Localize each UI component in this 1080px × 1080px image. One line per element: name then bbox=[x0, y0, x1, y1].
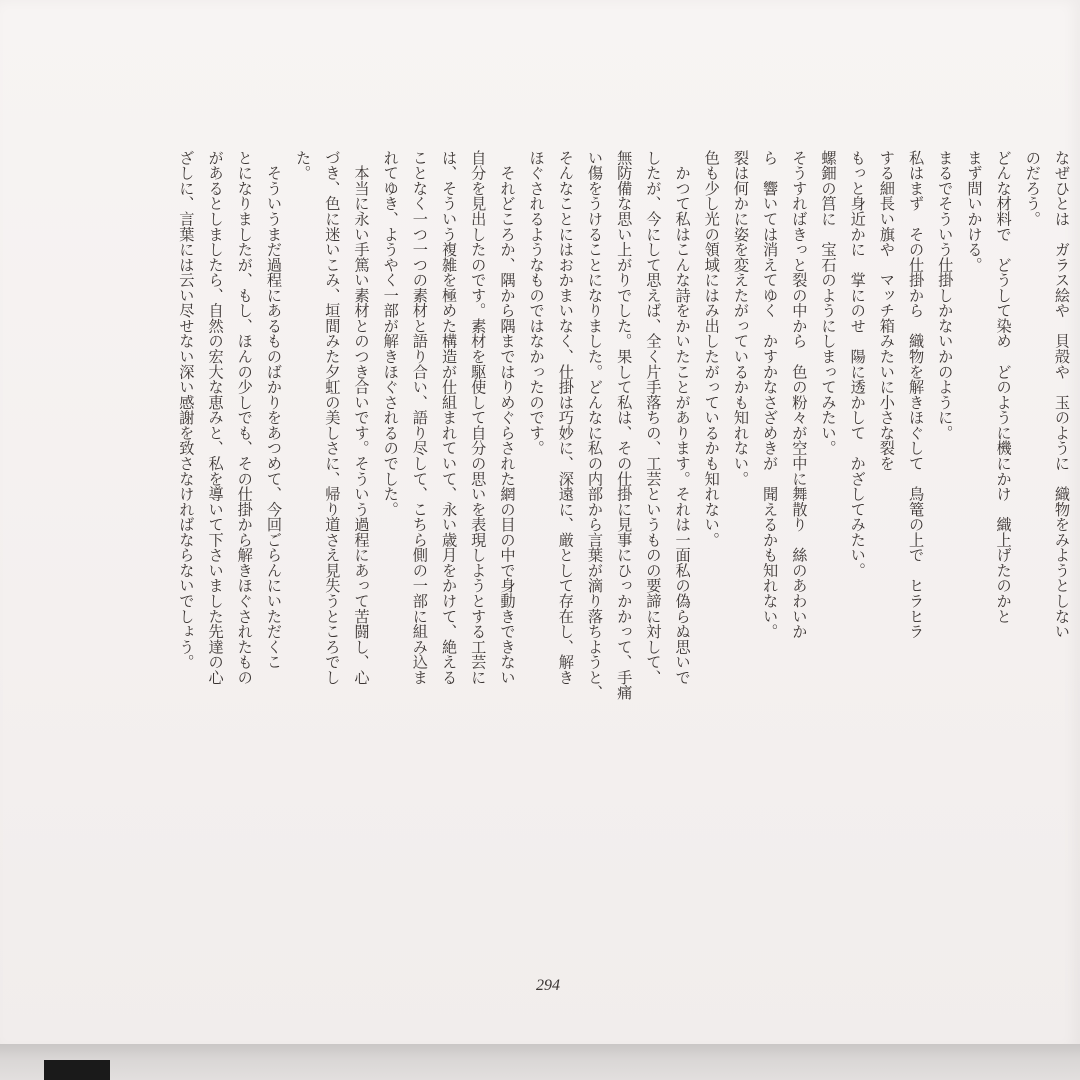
text-line: ことなく一つ一つの素材と語り合い、語り尽して、こちら側の一部に組み込ま bbox=[410, 150, 429, 685]
text-line: があるとしましたら、自然の宏大な恵みと、私を導いて下さいました先達の心 bbox=[206, 150, 225, 685]
page-edge-shadow bbox=[0, 1044, 1080, 1080]
text-line: そういうまだ過程にあるものばかりをあつめて、今回ごらんにいただくこ bbox=[264, 150, 283, 670]
dark-strip bbox=[44, 1060, 110, 1080]
text-line: 自分を見出したのです。素材を駆使して自分の思いを表現しようとする工芸に bbox=[469, 150, 488, 685]
page-number bbox=[518, 975, 578, 995]
text-line: 本当に永い手篤い素材とのつき合いです。そういう過程にあって苦闘し、心 bbox=[352, 150, 371, 685]
text-line: た。 bbox=[294, 150, 313, 181]
text-line: そうすればきっと裂の中から 色の粉々が空中に舞散り 絲のあわいか bbox=[790, 150, 809, 639]
text-line: い傷をうけることになりました。どんなに私の内部から言葉が滴り落ちようと、 bbox=[586, 150, 604, 701]
text-line: ほぐされるようなものではなかったのです。 bbox=[527, 150, 546, 456]
text-line: もっと身近かに 掌にのせ 陽に透かして かざしてみたい。 bbox=[848, 150, 867, 578]
text-line: ら 響いては消えてゆく かすかなさざめきが 聞えるかも知れない。 bbox=[761, 150, 780, 639]
text-line: する細長い旗や マッチ箱みたいに小さな裂を bbox=[877, 150, 896, 471]
page-number-text: 294 bbox=[536, 977, 560, 994]
text-line: づき、色に迷いこみ、垣間みた夕虹の美しさに、帰り道さえ見失うところでし bbox=[323, 150, 342, 685]
text-line: したが、今にして思えば、全く片手落ちの、工芸というものの要諦に対して、 bbox=[644, 150, 663, 685]
text-line: それどころか、隅から隅まではりめぐらされた網の目の中で身動きできない bbox=[498, 150, 517, 685]
text-line: かつて私はこんな詩をかいたことがあります。それは一面私の偽らぬ思いで bbox=[673, 150, 692, 685]
text-line: とになりましたが、もし、ほんの少しでも、その仕掛から解きほぐされたもの bbox=[235, 150, 254, 685]
text-line: れてゆき、ようやく一部が解きほぐされるのでした。 bbox=[381, 150, 400, 517]
text-line: どんな材料で どうして染め どのように機にかけ 織上げたのかと bbox=[994, 150, 1013, 624]
text-line: そんなことにはおかまいなく、仕掛は巧妙に、深遠に、厳として存在し、解き bbox=[556, 150, 575, 685]
text-line: 無防備な思い上がりでした。果して私は、その仕掛に見事にひっかかって、手痛 bbox=[615, 150, 634, 701]
text-line: ざしに、言葉には云い尽せない深い感謝を致さなければならないでしょう。 bbox=[177, 150, 196, 670]
text-line: 色も少し光の領域にはみ出したがっているかも知れない。 bbox=[702, 150, 721, 548]
text-line: のだろう。 bbox=[1023, 150, 1042, 227]
text-line: まず問いかける。 bbox=[965, 150, 984, 273]
text-line: まるでそういう仕掛しかないかのように。 bbox=[936, 150, 955, 441]
text-line: なぜひとは ガラス絵や 貝殻や 玉のように 織物をみようとしない bbox=[1053, 150, 1071, 639]
vertical-text-block bbox=[14, 150, 1076, 710]
text-line: 裂は何かに姿を変えたがっているかも知れない。 bbox=[731, 150, 750, 487]
text-line: は、そういう複雑を極めた構造が仕組まれていて、永い歳月をかけて、絶える bbox=[440, 150, 459, 685]
text-line: 私はまず その仕掛から 織物を解きほぐして 鳥篭の上で ヒラヒラ bbox=[907, 150, 926, 639]
text-line: 螺鈿の筥に 宝石のようにしまってみたい。 bbox=[819, 150, 838, 456]
